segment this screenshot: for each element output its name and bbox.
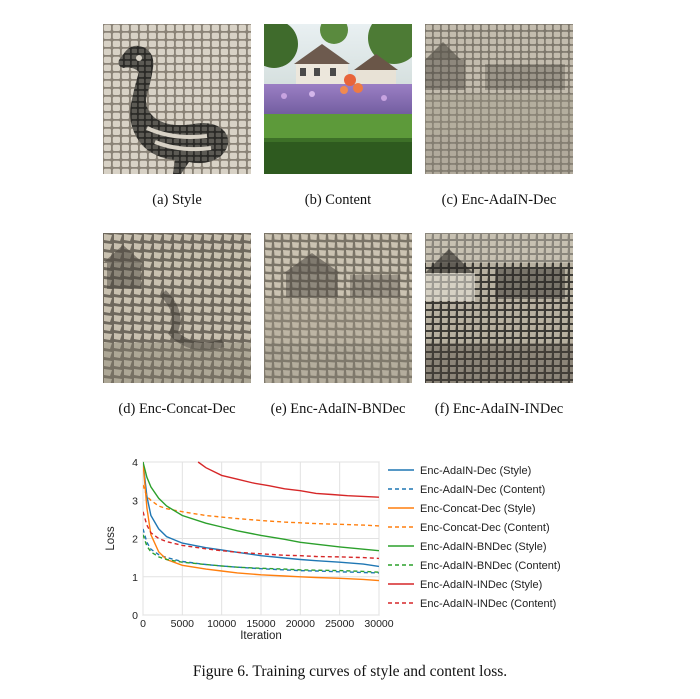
- y-tick-label: 2: [132, 533, 138, 546]
- x-tick-label: 25000: [325, 618, 355, 630]
- y-tick-label: 3: [132, 495, 138, 508]
- subfigure-caption-f: (f) Enc-AdaIN-INDec: [434, 401, 564, 417]
- legend-entry-label: Enc-AdaIN-BNDec (Content): [420, 560, 561, 572]
- subfigure-caption-e: (e) Enc-AdaIN-BNDec: [270, 401, 406, 417]
- subfigure-caption-c: (c) Enc-AdaIN-Dec: [441, 192, 557, 208]
- legend-entry-label: Enc-AdaIN-Dec (Style): [420, 465, 532, 477]
- chart-legend: [388, 465, 561, 610]
- legend-entry-label: Enc-AdaIN-BNDec (Style): [420, 541, 547, 553]
- legend-entry-label: Enc-AdaIN-INDec (Content): [420, 598, 557, 610]
- x-tick-label: 10000: [207, 618, 237, 630]
- y-tick-label: 1: [132, 571, 138, 584]
- x-tick-label: 15000: [246, 618, 276, 630]
- panel-enc-adain-bndec-result: [264, 233, 412, 383]
- y-tick-label: 0: [132, 610, 138, 622]
- panel-enc-adain-indec-result: [425, 233, 573, 383]
- x-tick-label: 20000: [285, 618, 315, 630]
- x-tick-label: 5000: [170, 618, 195, 630]
- y-axis-label: Loss: [105, 526, 117, 551]
- training-loss-chart: [100, 448, 600, 648]
- x-axis-label: Iteration: [240, 630, 282, 642]
- legend-entry-label: Enc-AdaIN-Dec (Content): [420, 484, 546, 496]
- panel-content-image: [264, 24, 412, 174]
- panel-enc-concat-dec-result: [103, 233, 251, 383]
- legend-entry-label: Enc-AdaIN-INDec (Style): [420, 579, 543, 591]
- panel-style-image: [103, 24, 251, 174]
- x-tick-label: 30000: [364, 618, 394, 630]
- y-tick-label: 4: [132, 457, 138, 469]
- subfigure-caption-b: (b) Content: [304, 192, 372, 208]
- legend-entry-label: Enc-Concat-Dec (Style): [420, 503, 536, 515]
- x-tick-label: 0: [140, 618, 146, 630]
- panel-enc-adain-dec-result: [425, 24, 573, 174]
- subfigure-caption-d: (d) Enc-Concat-Dec: [118, 401, 236, 417]
- figure-caption: Figure 6. Training curves of style and content loss.: [192, 663, 508, 680]
- subfigure-caption-a: (a) Style: [152, 192, 202, 208]
- legend-entry-label: Enc-Concat-Dec (Content): [420, 522, 550, 534]
